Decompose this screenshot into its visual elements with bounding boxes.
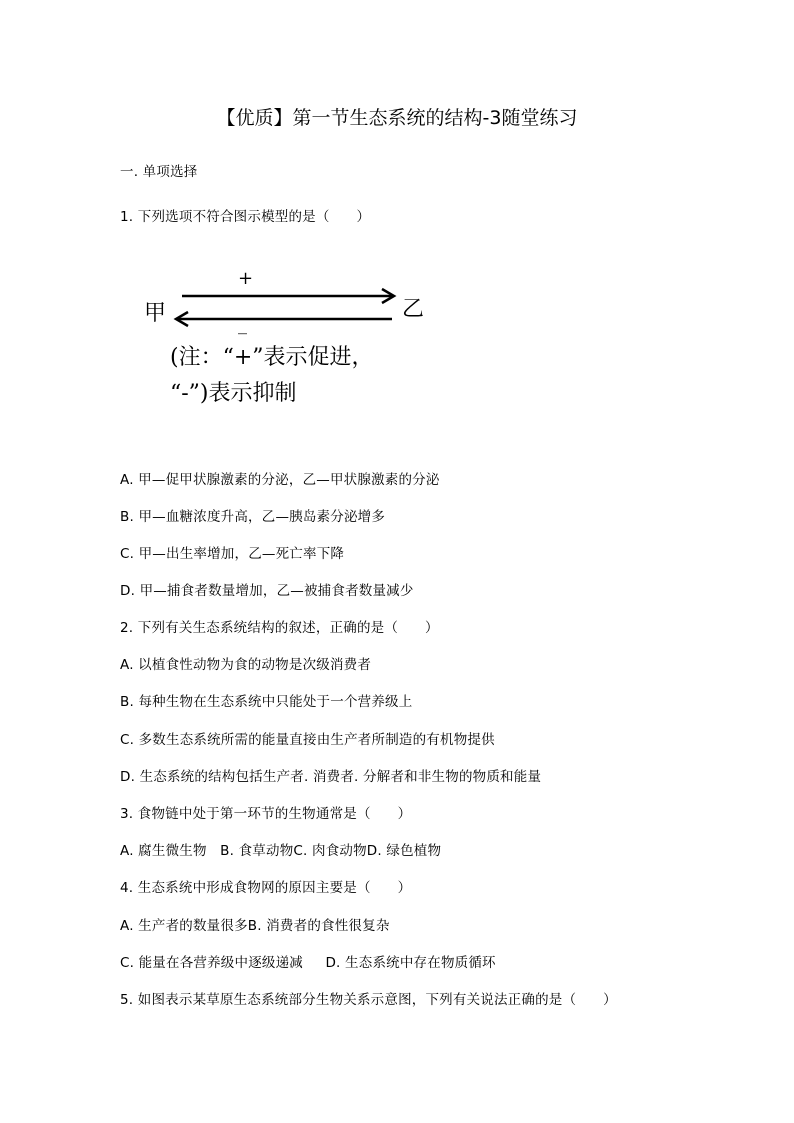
- question-4-options-cd: C. 能量在各营养级中逐级递减 D. 生态系统中存在物质循环: [120, 955, 496, 971]
- question-4-options-ab: A. 生产者的数量很多B. 消费者的食性很复杂: [120, 918, 390, 934]
- section-heading: 一. 单项选择: [120, 164, 198, 180]
- question-2-option-c: C. 多数生态系统所需的能量直接由生产者所制造的有机物提供: [120, 732, 495, 748]
- question-2-option-b: B. 每种生物在生态系统中只能处于一个营养级上: [120, 694, 413, 710]
- question-1-option-c: C. 甲—出生率增加，乙—死亡率下降: [120, 546, 345, 562]
- node-jia: 甲: [144, 301, 167, 326]
- inhibit-sign: _: [238, 314, 247, 335]
- question-5-stem: 5. 如图表示某草原生态系统部分生物关系示意图，下列有关说法正确的是（ ）: [120, 992, 617, 1008]
- question-1-option-a: A. 甲—促甲状腺激素的分泌，乙—甲状腺激素的分泌: [120, 472, 440, 488]
- question-2-option-d: D. 生态系统的结构包括生产者. 消费者. 分解者和非生物的物质和能量: [120, 769, 542, 785]
- question-2-option-a: A. 以植食性动物为食的动物是次级消费者: [120, 657, 372, 673]
- question-3-stem: 3. 食物链中处于第一环节的生物通常是（ ）: [120, 806, 412, 822]
- question-4-stem: 4. 生态系统中形成食物网的原因主要是（ ）: [120, 880, 412, 896]
- question-1-option-d: D. 甲—捕食者数量增加，乙—被捕食者数量减少: [120, 583, 414, 599]
- question-1-stem: 1. 下列选项不符合图示模型的是（ ）: [120, 209, 371, 225]
- regulation-diagram: [130, 262, 450, 412]
- figure-note-line-2: “-”)表示抑制: [170, 381, 297, 406]
- figure-note-line-1: (注：“+”表示促进，: [170, 345, 374, 370]
- question-1-option-b: B. 甲—血糖浓度升高，乙—胰岛素分泌增多: [120, 509, 386, 525]
- node-yi: 乙: [402, 297, 425, 322]
- question-3-options: A. 腐生微生物 B. 食草动物C. 肉食动物D. 绿色植物: [120, 843, 442, 859]
- question-2-stem: 2. 下列有关生态系统结构的叙述，正确的是（ ）: [120, 620, 439, 636]
- page-title: 【优质】第一节生态系统的结构-3随堂练习: [216, 107, 578, 129]
- promote-sign: +: [238, 268, 254, 289]
